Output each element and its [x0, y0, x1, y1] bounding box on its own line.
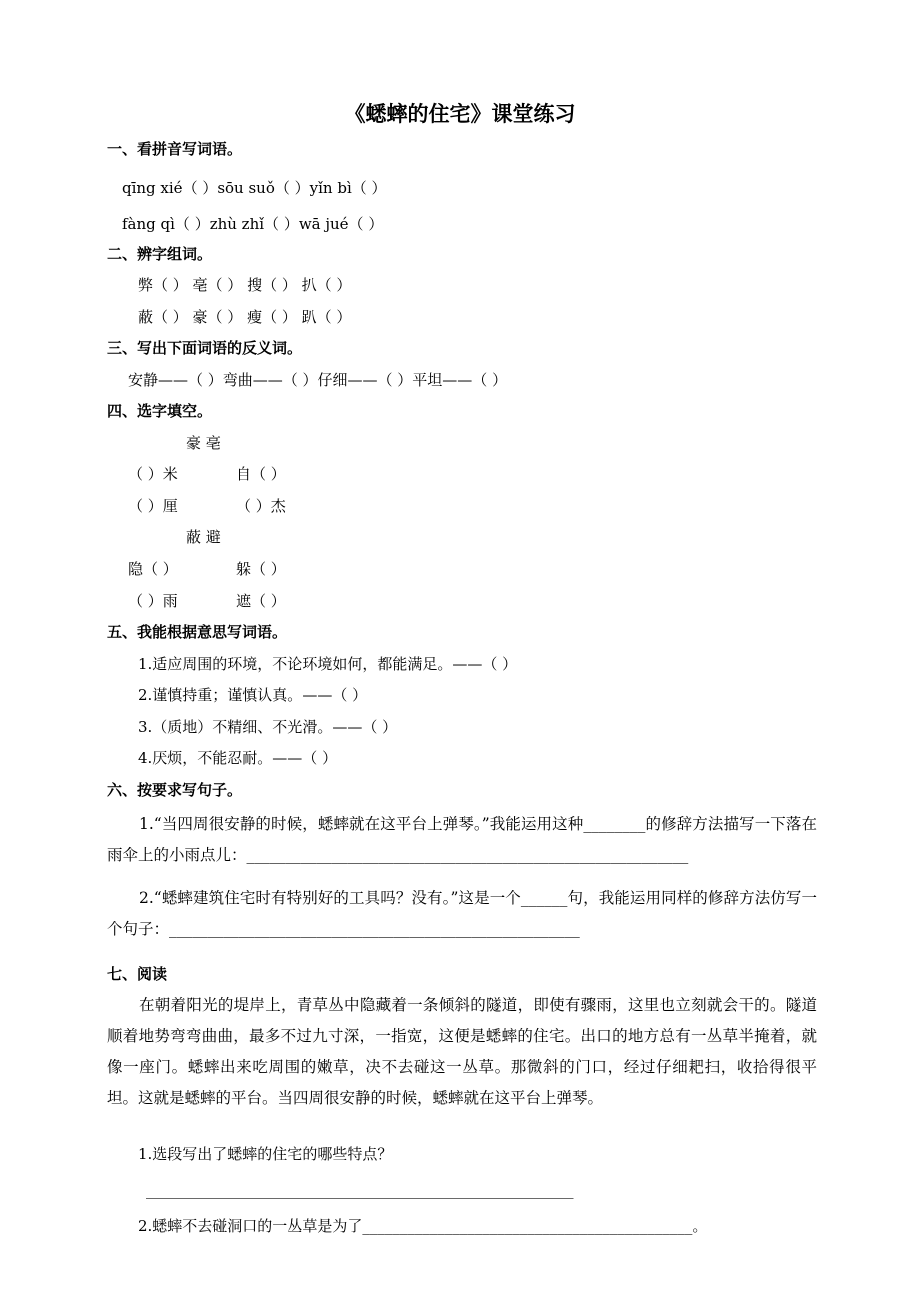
fill-1a: （ ）米: [128, 465, 178, 483]
meaning-item-3: 3.（质地）不精细、不光滑。——（ ）: [138, 718, 398, 736]
answer-line-1: _________________________________________________________: [146, 1181, 574, 1199]
meaning-item-2: 2.谨慎持重；谨慎认真。——（ ）: [138, 686, 368, 704]
reading-passage: 在朝着阳光的堤岸上，青草丛中隐藏着一条倾斜的隧道，即使有骤雨，这里也立刻就会干的。隧道顺着地势弯弯曲曲，最多不过九寸深，一指宽，这便是蟋蟀的住宅。出口的地方总有一丛草半掩着，就像一座门。蟋蟀出来吃周围的嫩草，决不去碰这一丛草。那微斜的门口，经过仔细耙扫，收拾得很平坦。这就是蟋蟀的平台。当四周很安静的时候，蟋蟀就在这平台上弹琴。: [107, 996, 817, 1107]
char-group-row-2: 蔽（ ） 豪（ ） 瘦（ ） 趴（ ）: [138, 308, 352, 326]
section-7-heading: 七、阅读: [107, 965, 168, 983]
section-5-heading: 五、我能根据意思写词语。: [107, 623, 288, 641]
char-group-row-1: 弊（ ） 亳（ ） 搜（ ） 扒（ ）: [138, 276, 352, 294]
reading-question-2: 2.蟋蟀不去碰洞口的一丛草是为了____________________________________________。: [138, 1217, 708, 1235]
choice-group-2: 蔽 避: [186, 528, 221, 546]
fill-4b: 遮（ ）: [236, 592, 286, 610]
page-title: 《蟋蟀的住宅》课堂练习: [344, 101, 576, 126]
sentence-task-2: 2.“蟋蟀建筑住宅时有特别好的工具吗？没有。”这是一个______句，我能运用同样的修辞方法仿写一个句子：_____________________________________________________: [107, 889, 817, 938]
meaning-item-4: 4.厌烦，不能忍耐。——（ ）: [138, 749, 338, 767]
choice-group-1: 豪 亳: [186, 434, 221, 452]
fill-3b: 躲（ ）: [236, 560, 286, 578]
fill-2a: （ ）厘: [128, 497, 178, 515]
section-6-heading: 六、按要求写句子。: [107, 781, 243, 799]
antonym-row: 安静——（ ）弯曲——（ ）仔细——（ ）平坦——（ ）: [128, 371, 508, 389]
reading-question-1: 1.选段写出了蟋蟀的住宅的哪些特点？: [138, 1145, 393, 1163]
section-1-heading: 一、看拼音写词语。: [107, 140, 243, 158]
pinyin-row-2: fàng qì（ ）zhù zhǐ（ ）wā jué（ ）: [122, 215, 384, 233]
meaning-item-1: 1.适应周围的环境，不论环境如何，都能满足。——（ ）: [138, 655, 518, 673]
section-2-heading: 二、辨字组词。: [107, 245, 213, 263]
fill-2b: （ ）杰: [236, 497, 286, 515]
fill-4a: （ ）雨: [128, 592, 178, 610]
pinyin-row-1: qīng xié（ ）sōu suǒ（ ）yǐn bì（ ）: [122, 179, 387, 197]
sentence-task-1: 1.“当四周很安静的时候，蟋蟀就在这平台上弹琴。”我能运用这种________的修辞方法描写一下落在雨伞上的小雨点儿：_________________________________________________________: [107, 815, 817, 864]
section-3-heading: 三、写出下面词语的反义词。: [107, 339, 303, 357]
fill-1b: 自（ ）: [236, 465, 286, 483]
section-4-heading: 四、选字填空。: [107, 402, 213, 420]
fill-3a: 隐（ ）: [128, 560, 178, 578]
